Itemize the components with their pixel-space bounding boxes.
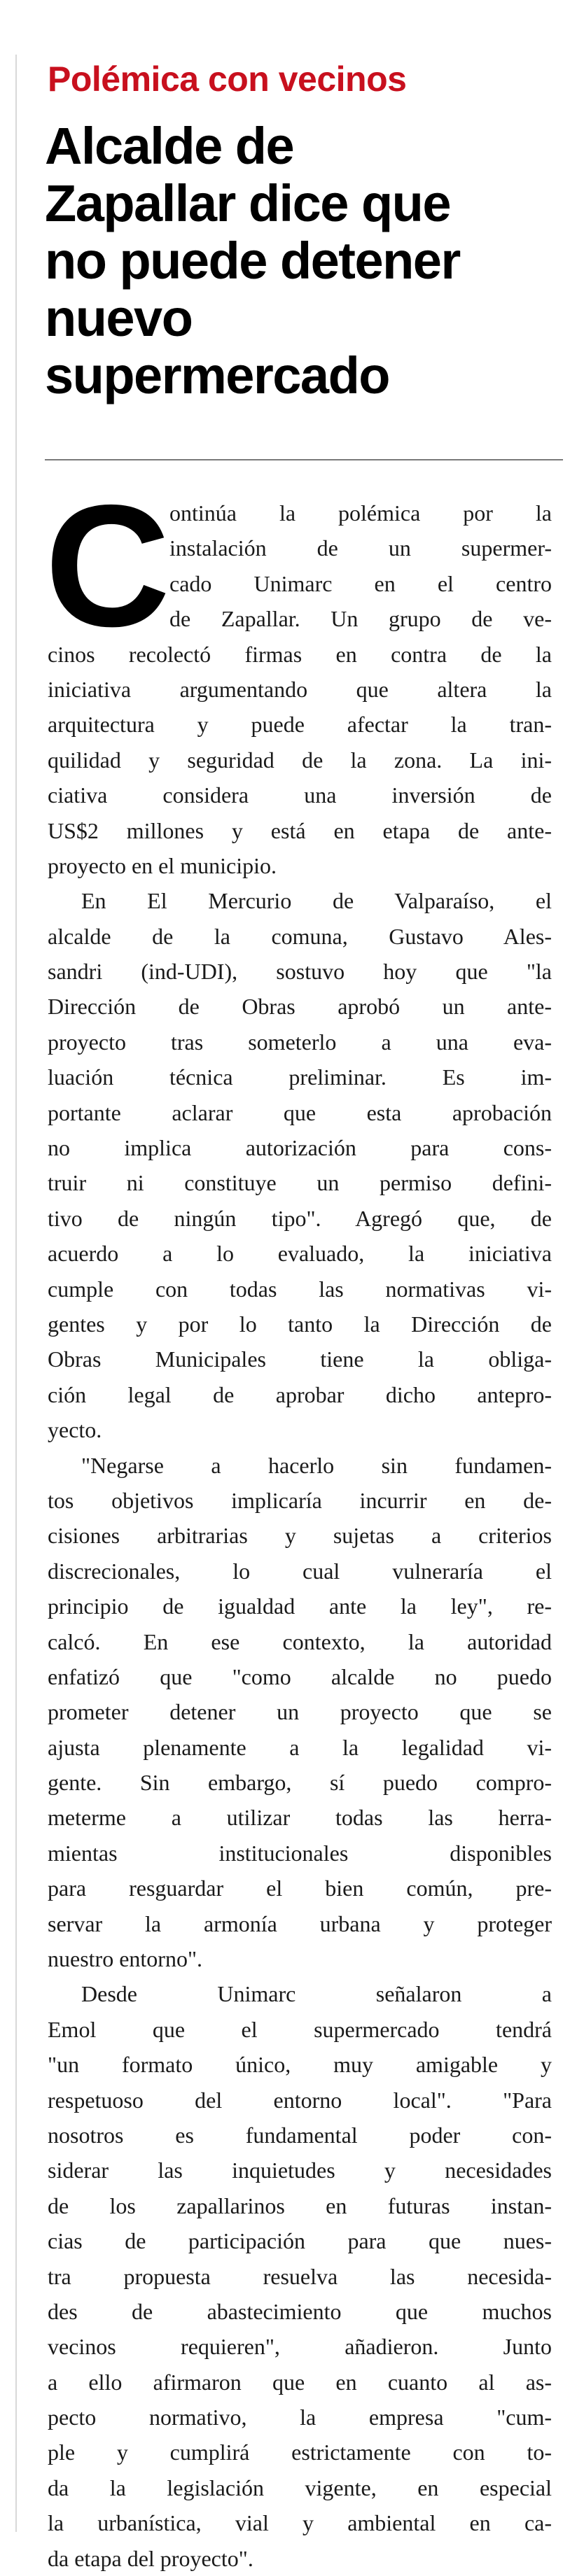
text-line: da etapa del proyecto". [48,2545,253,2571]
text-line: instalación de un supermer- [169,535,552,561]
paragraph [48,1976,552,2576]
text-line: cumple con todas las normativas vi- [48,1276,552,1302]
text-line: la urbanística, vial y ambiental en ca- [48,2510,552,2536]
text-line: ontinúa la polémica por la [169,500,552,526]
text-line: gente. Sin embargo, sí puedo compro- [48,1770,552,1796]
text-line: prometer detener un proyecto que se [48,1699,552,1725]
text-line: "un formato único, muy amigable y [48,2052,552,2078]
text-line: truir ni constituye un permiso defini- [48,1170,552,1196]
text-line: Obras Municipales tiene la obliga- [48,1346,552,1372]
text-line: gentes y por lo tanto la Dirección de [48,1311,552,1337]
text-line: luación técnica preliminar. Es im- [48,1064,552,1090]
text-line: En El Mercurio de Valparaíso, el [81,888,552,914]
text-line: cisiones arbitrarias y sujetas a criterios [48,1523,552,1549]
text-line: de Zapallar. Un grupo de ve- [169,606,552,632]
text-line: iniciativa argumentando que altera la [48,676,552,702]
text-line: servar la armonía urbana y proteger [48,1910,552,1936]
text-line: meterme a utilizar todas las herra- [48,1805,552,1831]
text-line: Desde Unimarc señalaron a [81,1981,552,2007]
text-line: yecto. [48,1417,102,1443]
text-line: tra propuesta resuelva las necesida- [48,2263,552,2289]
text-line: enfatizó que "como alcalde no puedo [48,1663,552,1689]
drop-cap-letter: C [45,468,171,663]
text-line: arquitectura y puede afectar la tran- [48,712,552,738]
text-line: para resguardar el bien común, pre- [48,1875,552,1901]
text-line: tivo de ningún tipo". Agregó que, de [48,1205,552,1231]
paragraph [48,495,552,883]
text-line: quilidad y seguridad de la zona. La ini- [48,747,552,773]
text-line: ción legal de aprobar dicho antepro- [48,1381,552,1407]
paragraph [48,883,552,1447]
text-line: de los zapallarinos en futuras instan- [48,2193,552,2218]
text-line: respetuoso del entorno local". "Para [48,2087,552,2113]
headline-line: nuevo [45,289,193,347]
headline [45,118,549,404]
headline-divider [45,459,563,460]
text-line: ajusta plenamente a la legalidad vi- [48,1734,552,1760]
text-line: a ello afirmaron que en cuanto al as- [48,2369,552,2395]
article-body [48,495,552,2576]
text-line: proyecto tras someterlo a una eva- [48,1029,552,1055]
text-line: no implica autorización para cons- [48,1135,552,1161]
text-line: siderar las inquietudes y necesidades [48,2158,552,2183]
text-line: ciativa considera una inversión de [48,782,552,808]
headline-line: Alcalde de [45,117,294,175]
text-line: Emol que el supermercado tendrá [48,2016,552,2042]
text-line: tos objetivos implicaría incurrir en de- [48,1487,552,1513]
text-line: mientas institucionales disponibles [48,1840,552,1866]
paragraph [48,1448,552,1977]
text-line: vecinos requieren", añadieron. Junto [48,2334,552,2360]
text-line: nuestro entorno". [48,1946,203,1972]
text-line: pecto normativo, la empresa "cum- [48,2405,552,2430]
text-line: portante aclarar que esta aprobación [48,1099,552,1125]
headline-line: supermercado [45,346,389,404]
text-line: cinos recolectó firmas en contra de la [48,641,552,667]
text-line: calcó. En ese contexto, la autoridad [48,1628,552,1654]
text-line: US$2 millones y está en etapa de ante- [48,817,552,843]
headline-line: no puede detener [45,232,460,290]
text-line: cado Unimarc en el centro [169,570,552,596]
text-line: "Negarse a hacerlo sin fundamen- [81,1452,552,1478]
kicker: Polémica con vecinos [48,59,407,99]
text-line: cias de participación para que nues- [48,2228,552,2254]
text-line: acuerdo a lo evaluado, la iniciativa [48,1241,552,1267]
text-line: ple y cumplirá estrictamente con to- [48,2440,552,2465]
text-line: principio de igualdad ante la ley", re- [48,1593,552,1619]
text-line: Dirección de Obras aprobó un ante- [48,994,552,1020]
text-line: alcalde de la comuna, Gustavo Ales- [48,923,552,949]
text-line: proyecto en el municipio. [48,852,277,878]
text-line: discrecionales, lo cual vulneraría el [48,1558,552,1584]
text-line: da la legislación vigente, en especial [48,2475,552,2500]
left-column-rule [15,55,17,2532]
text-line: sandri (ind-UDI), sostuvo hoy que "la [48,959,552,985]
text-line: des de abastecimiento que muchos [48,2298,552,2324]
text-line: nosotros es fundamental poder con- [48,2122,552,2148]
headline-line: Zapallar dice que [45,174,451,232]
